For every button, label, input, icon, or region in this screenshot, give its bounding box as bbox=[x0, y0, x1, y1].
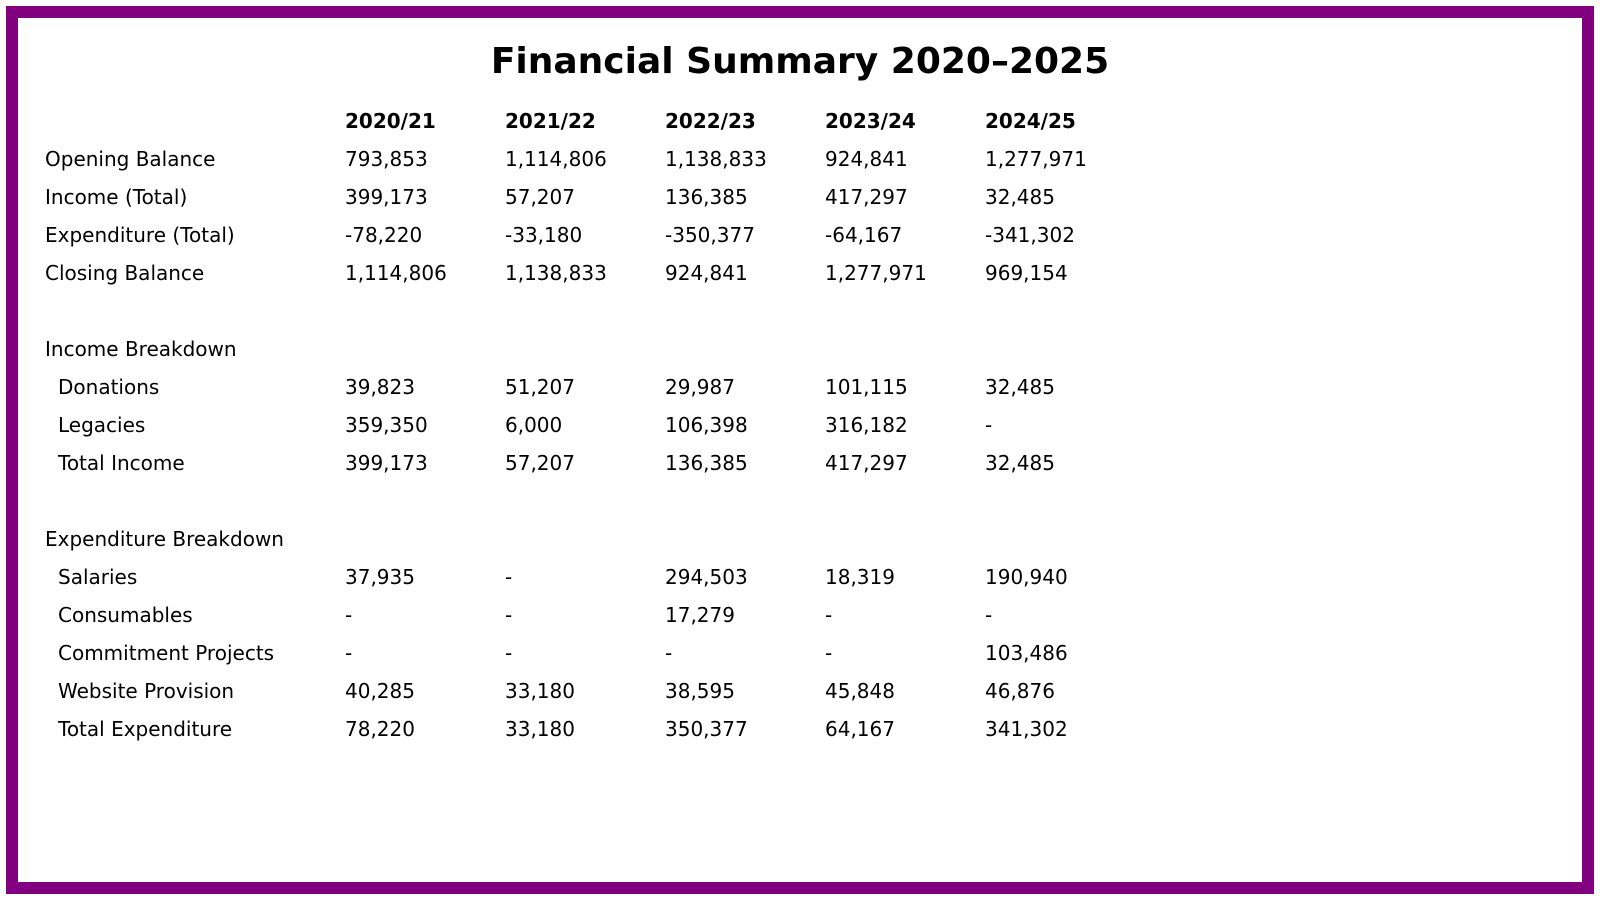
table-cell: - bbox=[345, 603, 353, 627]
row-label: Closing Balance bbox=[45, 261, 205, 285]
table-cell: 399,173 bbox=[345, 185, 428, 209]
table-cell: 316,182 bbox=[825, 413, 908, 437]
row-label: Commitment Projects bbox=[58, 641, 275, 665]
table-cell: 38,595 bbox=[665, 679, 735, 703]
table-cell: - bbox=[825, 641, 833, 665]
table-cell: 924,841 bbox=[825, 147, 908, 171]
table-cell: 51,207 bbox=[505, 375, 575, 399]
table-cell: - bbox=[505, 641, 513, 665]
table-cell: 1,138,833 bbox=[505, 261, 607, 285]
table-cell: 18,319 bbox=[825, 565, 895, 589]
table-cell: 359,350 bbox=[345, 413, 428, 437]
table-cell: - bbox=[345, 641, 353, 665]
table-cell: 45,848 bbox=[825, 679, 895, 703]
table-cell: 136,385 bbox=[665, 185, 748, 209]
document-frame bbox=[6, 6, 1594, 894]
year-header: 2023/24 bbox=[825, 109, 916, 133]
table-cell: 39,823 bbox=[345, 375, 415, 399]
row-label: Donations bbox=[58, 375, 160, 399]
table-cell: -350,377 bbox=[665, 223, 755, 247]
table-cell: 29,987 bbox=[665, 375, 735, 399]
table-cell: 1,277,971 bbox=[825, 261, 927, 285]
table-cell: -33,180 bbox=[505, 223, 583, 247]
year-header: 2020/21 bbox=[345, 109, 436, 133]
table-cell: 793,853 bbox=[345, 147, 428, 171]
table-cell: 78,220 bbox=[345, 717, 415, 741]
row-label: Total Expenditure bbox=[58, 717, 233, 741]
row-label: Consumables bbox=[58, 603, 193, 627]
table-cell: 136,385 bbox=[665, 451, 748, 475]
table-cell: 40,285 bbox=[345, 679, 415, 703]
table-cell: 1,114,806 bbox=[505, 147, 607, 171]
row-label: Expenditure (Total) bbox=[45, 223, 235, 247]
table-cell: -64,167 bbox=[825, 223, 903, 247]
table-cell: 17,279 bbox=[665, 603, 735, 627]
table-cell: - bbox=[985, 413, 993, 437]
table-cell: 341,302 bbox=[985, 717, 1068, 741]
table-cell: 6,000 bbox=[505, 413, 563, 437]
table-cell: 190,940 bbox=[985, 565, 1068, 589]
section-heading: Expenditure Breakdown bbox=[45, 527, 284, 551]
table-cell: 32,485 bbox=[985, 451, 1055, 475]
table-cell: 417,297 bbox=[825, 451, 908, 475]
table-cell: 417,297 bbox=[825, 185, 908, 209]
table-cell: 101,115 bbox=[825, 375, 908, 399]
table-cell: - bbox=[505, 603, 513, 627]
page-title: Financial Summary 2020–2025 bbox=[490, 41, 1110, 82]
year-header: 2024/25 bbox=[985, 109, 1076, 133]
row-label: Legacies bbox=[58, 413, 146, 437]
row-label: Salaries bbox=[58, 565, 138, 589]
table-cell: - bbox=[985, 603, 993, 627]
table-cell: 1,114,806 bbox=[345, 261, 447, 285]
table-cell: 399,173 bbox=[345, 451, 428, 475]
table-cell: 924,841 bbox=[665, 261, 748, 285]
table-cell: -341,302 bbox=[985, 223, 1075, 247]
table-cell: 294,503 bbox=[665, 565, 748, 589]
table-cell: 32,485 bbox=[985, 375, 1055, 399]
row-label: Website Provision bbox=[58, 679, 235, 703]
table-cell: 969,154 bbox=[985, 261, 1068, 285]
table-cell: - bbox=[505, 565, 513, 589]
table-cell: 32,485 bbox=[985, 185, 1055, 209]
row-label: Income (Total) bbox=[45, 185, 188, 209]
table-cell: - bbox=[665, 641, 673, 665]
table-cell: 1,138,833 bbox=[665, 147, 767, 171]
table-cell: 103,486 bbox=[985, 641, 1068, 665]
table-cell: 46,876 bbox=[985, 679, 1055, 703]
table-cell: -78,220 bbox=[345, 223, 423, 247]
year-header: 2022/23 bbox=[665, 109, 756, 133]
table-cell: 106,398 bbox=[665, 413, 748, 437]
row-label: Opening Balance bbox=[45, 147, 216, 171]
table-cell: 33,180 bbox=[505, 717, 575, 741]
table-cell: 57,207 bbox=[505, 185, 575, 209]
table-cell: - bbox=[825, 603, 833, 627]
row-label: Total Income bbox=[58, 451, 185, 475]
table-cell: 1,277,971 bbox=[985, 147, 1087, 171]
table-cell: 33,180 bbox=[505, 679, 575, 703]
table-cell: 37,935 bbox=[345, 565, 415, 589]
section-heading: Income Breakdown bbox=[45, 337, 237, 361]
year-header: 2021/22 bbox=[505, 109, 596, 133]
table-cell: 64,167 bbox=[825, 717, 895, 741]
table-cell: 350,377 bbox=[665, 717, 748, 741]
table-cell: 57,207 bbox=[505, 451, 575, 475]
